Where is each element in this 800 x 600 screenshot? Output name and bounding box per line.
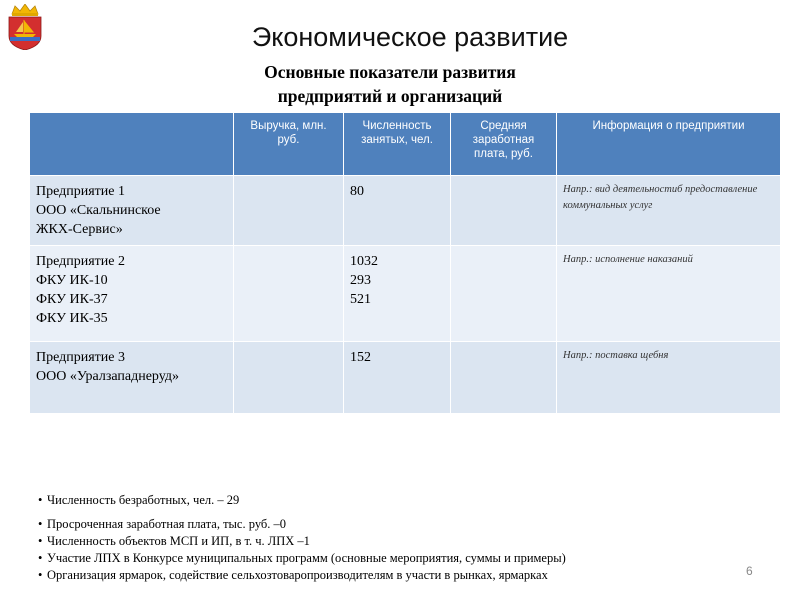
enterprise-name-line: ООО «Скальнинское — [36, 203, 161, 218]
info-cell: Напр.: вид деятельностиб предоставление коммунальных услуг — [557, 176, 781, 246]
subtitle-line: Основные показатели развития — [264, 62, 516, 82]
enterprise-name-line: ЖКХ-Сервис» — [36, 222, 123, 237]
revenue-cell — [234, 342, 344, 414]
subtitle-line: предприятий и организаций — [277, 86, 503, 106]
list-item: • Участие ЛПХ в Конкурсе муниципальных программ (основные мероприятия, суммы и примеры) — [42, 550, 566, 567]
employees-value: 152 — [350, 350, 371, 365]
employees-value: 521 — [350, 292, 371, 307]
enterprise-name-cell — [30, 176, 234, 246]
revenue-cell — [234, 246, 344, 342]
list-item: • Просроченная заработная плата, тыс. руб. –0 — [42, 516, 566, 533]
info-cell: Напр.: поставка щебня — [557, 342, 781, 414]
enterprise-name-cell — [30, 246, 234, 342]
enterprise-name-cell — [30, 342, 234, 414]
enterprise-name-line: ООО «Уралзападнеруд» — [36, 369, 179, 384]
column-header-info: Информация о предприятии — [557, 113, 781, 176]
salary-cell — [451, 246, 557, 342]
list-item: • Численность безработных, чел. – 29 — [42, 492, 566, 509]
page-number: 6 — [746, 564, 753, 578]
notes-list — [36, 492, 566, 584]
employees-value: 1032 — [350, 254, 378, 269]
table-row — [30, 246, 781, 342]
salary-cell — [451, 342, 557, 414]
employees-value: 293 — [350, 273, 371, 288]
column-header-revenue: Выручка, млн. руб. — [234, 113, 344, 176]
salary-cell — [451, 176, 557, 246]
column-header — [30, 113, 234, 176]
revenue-cell — [234, 176, 344, 246]
list-item: • Численность объектов МСП и ИП, в т. ч. ЛПХ –1 — [42, 533, 566, 550]
enterprise-table — [29, 112, 781, 414]
employees-cell — [344, 342, 451, 414]
table-header-row — [30, 113, 781, 176]
enterprise-name-line: ФКУ ИК-37 — [36, 292, 108, 307]
employees-cell — [344, 176, 451, 246]
info-cell: Напр.: исполнение наказаний — [557, 246, 781, 342]
enterprise-name-line: ФКУ ИК-35 — [36, 311, 108, 326]
table-row — [30, 176, 781, 246]
enterprise-name-line: Предприятие 1 — [36, 184, 126, 199]
page-title: Экономическое развитие — [251, 22, 569, 52]
column-header-salary: Средняя заработная плата, руб. — [451, 113, 557, 176]
table-row — [30, 342, 781, 414]
column-header-employees: Численность занятых, чел. — [344, 113, 451, 176]
page-subtitle — [180, 60, 600, 108]
enterprise-name-line: ФКУ ИК-10 — [36, 273, 108, 288]
list-item: • Организация ярмарок, содействие сельхозтоваропроизводителям в участи в рынках, ярмарках — [42, 567, 566, 584]
enterprise-name-line: Предприятие 2 — [36, 254, 126, 269]
enterprise-name-line: Предприятие 3 — [36, 350, 126, 365]
coat-of-arms-icon — [6, 4, 44, 50]
employees-cell — [344, 246, 451, 342]
employees-value: 80 — [350, 184, 364, 199]
